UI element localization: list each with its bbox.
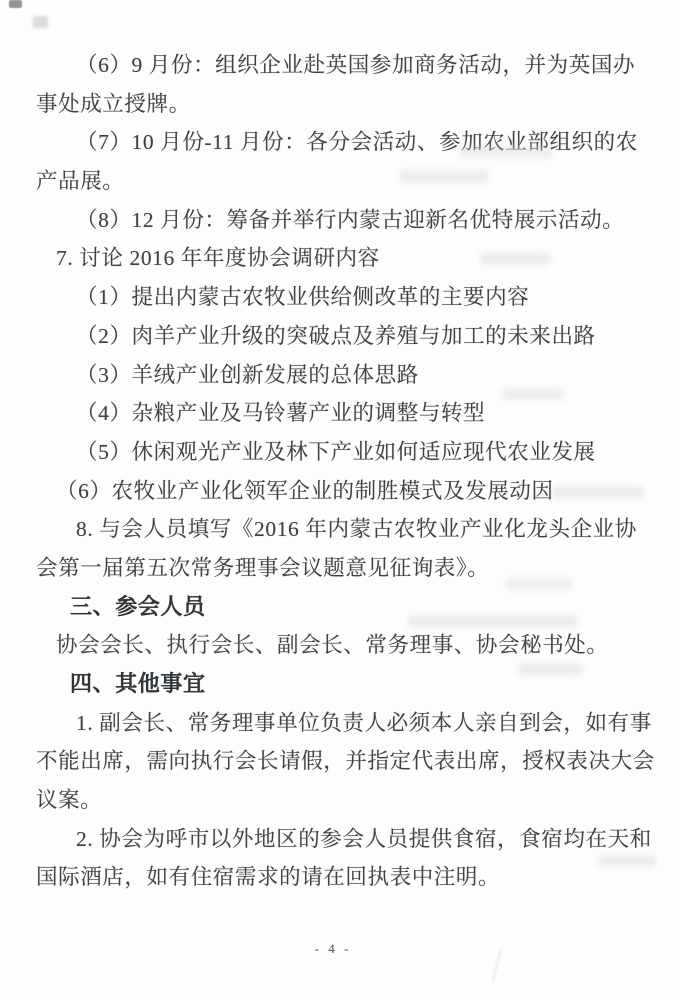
- text-line: （6）9 月份：组织企业赴英国参加商务活动，并为英国办: [76, 53, 636, 77]
- text-line: （4）杂粮产业及马铃薯产业的调整与转型: [76, 401, 486, 426]
- section-heading: 三、参会人员: [70, 593, 206, 619]
- text-line: （6）农牧业产业化领军企业的制胜模式及发展动因: [56, 478, 554, 503]
- page-number: - 4 -: [314, 941, 352, 956]
- text-line: 议案。: [36, 788, 103, 813]
- text-line: 协会会长、执行会长、副会长、常务理事、协会秘书处。: [56, 633, 609, 658]
- text-line: 产品展。: [36, 169, 125, 194]
- text-line: （7）10 月份-11 月份：各分会活动、参加农业部组织的农: [76, 130, 638, 155]
- text-line: （8）12 月份：筹备并举行内蒙古迎新名优特展示活动。: [76, 207, 625, 232]
- scan-speck: [33, 16, 48, 28]
- text-line: 会第一届第五次常务理事会议题意见征询表》。: [36, 555, 490, 580]
- document-body: [36, 46, 655, 897]
- text-line: 8. 与会人员填写《2016 年内蒙古农牧业产业化龙头企业协: [76, 517, 637, 542]
- text-line: 1. 副会长、常务理事单位负责人必须本人亲自到会，如有事: [76, 710, 652, 735]
- text-line: （1）提出内蒙古农牧业供给侧改革的主要内容: [76, 285, 530, 310]
- text-line: （3）羊绒产业创新发展的总体思路: [76, 362, 419, 387]
- text-line: 7. 讨论 2016 年年度协会调研内容: [56, 246, 380, 271]
- text-line: 2. 协会为呼市以外地区的参会人员提供食宿，食宿均在天和: [76, 826, 652, 851]
- scan-speck: [9, 0, 22, 8]
- text-line: （2）肉羊产业升级的突破点及养殖与加工的未来出路: [76, 323, 596, 348]
- text-line: （5）休闲观光产业及林下产业如何适应现代农业发展: [76, 439, 596, 464]
- text-line: 国际酒店，如有住宿需求的请在回执表中注明。: [36, 865, 501, 890]
- text-line: 不能出席，需向执行会长请假，并指定代表出席，授权表决大会: [36, 749, 655, 774]
- text-line: 事处成立授牌。: [36, 91, 191, 116]
- section-heading: 四、其他事宜: [70, 671, 206, 696]
